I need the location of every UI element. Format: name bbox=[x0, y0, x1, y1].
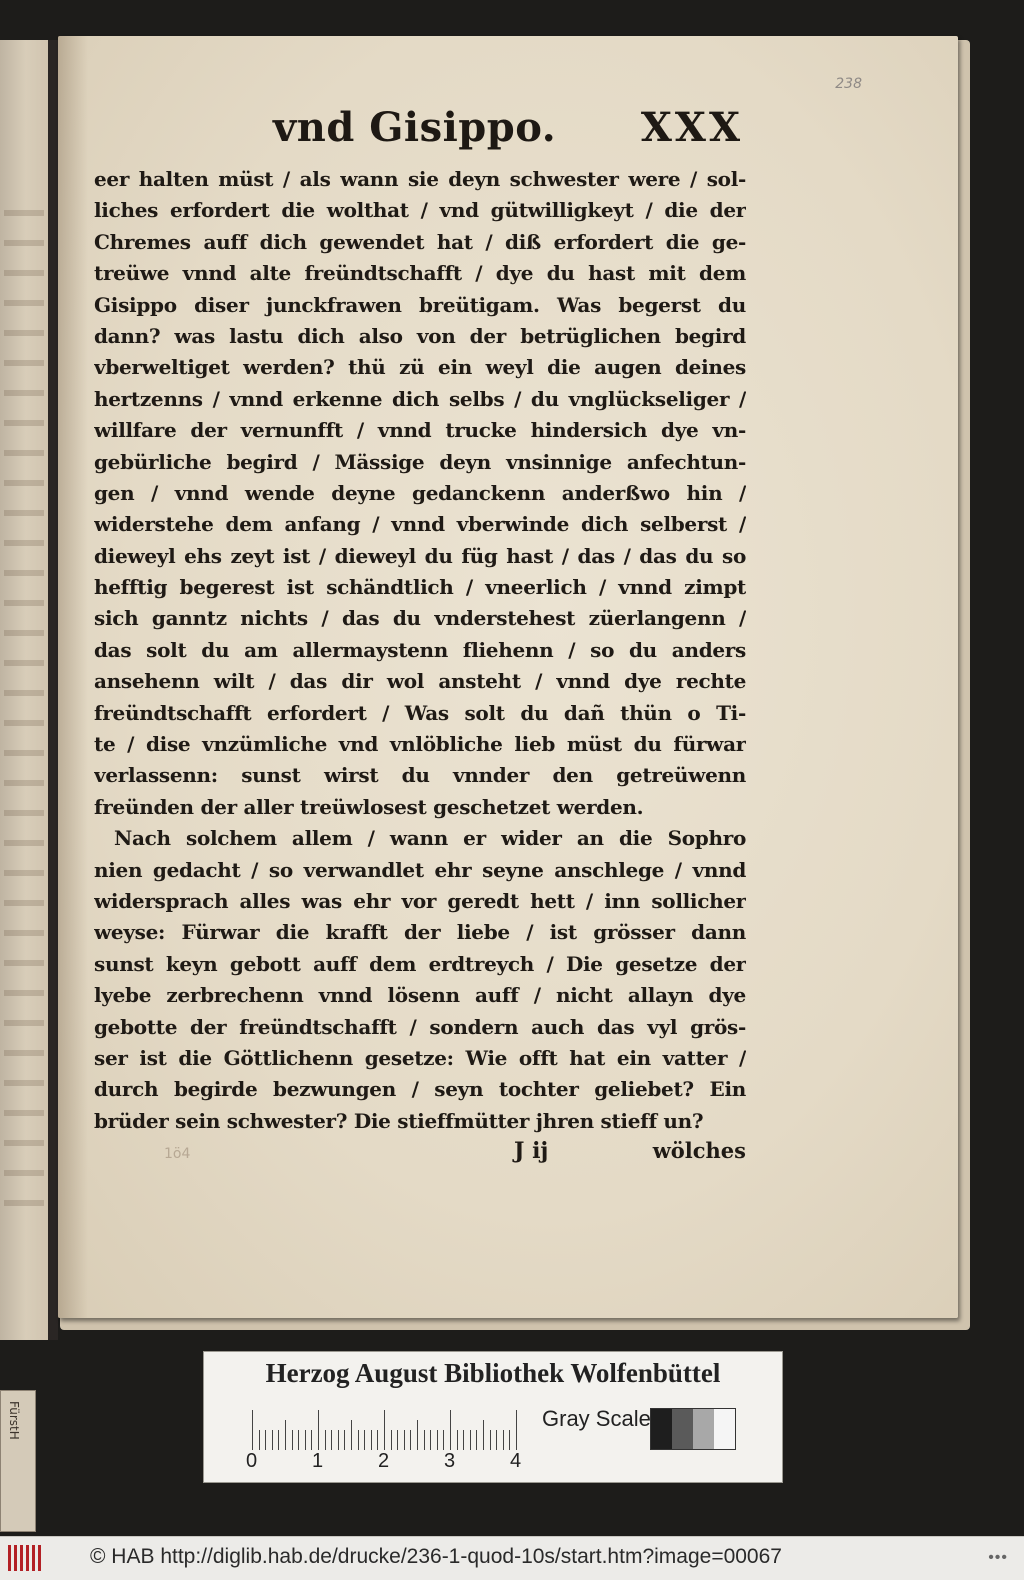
text-line: Chremes auff dich gewendet hat / diß erfordert die ge- bbox=[94, 229, 746, 254]
viewer-statusbar bbox=[0, 1536, 1024, 1580]
ruler-tick bbox=[298, 1430, 299, 1450]
ruler-tick bbox=[252, 1410, 253, 1450]
ruler-tick bbox=[325, 1430, 326, 1450]
ruler-tick bbox=[476, 1430, 477, 1450]
text-line: brüder sein schwester? Die stieffmütter jhren stieff un? bbox=[94, 1108, 704, 1133]
pencil-folio-number: 238 bbox=[835, 76, 862, 92]
ruler-tick bbox=[490, 1430, 491, 1450]
hab-logo-icon bbox=[8, 1545, 44, 1571]
text-line: gebürliche begird / Mässige deyn vnsinnige anfechtun- bbox=[94, 449, 746, 474]
catchword: wölches bbox=[652, 1138, 746, 1163]
source-url-text[interactable]: © HAB http://diglib.hab.de/drucke/236-1-quod-10s/start.htm?image=00067 bbox=[90, 1545, 782, 1568]
ruler-label: 0 bbox=[246, 1450, 258, 1472]
left-page-ghost-text bbox=[4, 210, 44, 1210]
ruler-tick bbox=[384, 1410, 385, 1450]
text-line: widersprach alles was ehr vor geredt hett / inn sollicher bbox=[94, 888, 746, 913]
gray-scale-label: Gray Scale bbox=[542, 1406, 651, 1431]
ruler-tick bbox=[364, 1430, 365, 1450]
ruler-tick bbox=[463, 1430, 464, 1450]
ruler-tick bbox=[509, 1430, 510, 1450]
ruler-tick bbox=[391, 1430, 392, 1450]
shelf-label-text: FürstH bbox=[7, 1401, 21, 1440]
text-line: ansehenn wilt / das dir wol ansteht / vnnd dye rechte bbox=[94, 669, 746, 694]
ruler-tick bbox=[496, 1430, 497, 1450]
gutter-shadow bbox=[58, 36, 88, 1318]
text-line: verlassenn: sunst wirst du vnnder den getreüwenn bbox=[94, 763, 746, 788]
gray-swatch bbox=[693, 1409, 714, 1449]
ruler-tick bbox=[259, 1430, 260, 1450]
text-line: das solt du am allermaystenn fliehenn / so du anders bbox=[94, 637, 746, 662]
text-line: willfare der vernunfft / vnnd trucke hindersich dye vn- bbox=[94, 418, 746, 443]
text-line: weyse: Fürwar die krafft der liebe / ist grösser dann bbox=[94, 920, 746, 945]
ruler-tick bbox=[430, 1430, 431, 1450]
gray-scale-swatches bbox=[650, 1408, 736, 1450]
text-line: liches erfordert die wolthat / vnd gütwilligkeyt / die der bbox=[94, 198, 746, 223]
text-line: Nach solchem allem / wann er wider an die Sophro bbox=[114, 826, 746, 851]
shelf-label-tab bbox=[0, 1390, 36, 1532]
text-block bbox=[94, 164, 746, 1137]
text-line: nien gedacht / so verwandlet ehr seyne anschlege / vnnd bbox=[94, 857, 746, 882]
ruler-tick bbox=[503, 1430, 504, 1450]
ruler-tick bbox=[331, 1430, 332, 1450]
ruler-tick bbox=[424, 1430, 425, 1450]
text-line: widerstehe dem anfang / vnnd vberwinde dich selberst / bbox=[94, 512, 746, 537]
ruler-label: 1 bbox=[312, 1450, 324, 1472]
folio-numeral: XXX bbox=[640, 104, 743, 151]
text-line: gebotte der freündtschafft / sondern auch das vyl grös- bbox=[94, 1014, 746, 1039]
text-line: sich ganntz nichts / das du vnderstehest züerlangenn / bbox=[94, 606, 746, 631]
ruler bbox=[252, 1410, 528, 1450]
text-line: dann? was lastu dich also von der betrüglichen begird bbox=[94, 323, 746, 348]
ruler-tick bbox=[404, 1430, 405, 1450]
ruler-tick bbox=[443, 1430, 444, 1450]
color-scale-card bbox=[203, 1351, 783, 1483]
ruler-tick bbox=[285, 1420, 286, 1450]
text-line: lyebe zerbrechenn vnnd lösenn auff / nicht allayn dye bbox=[94, 983, 746, 1008]
ruler-tick bbox=[278, 1430, 279, 1450]
text-line: ser ist die Göttlichenn gesetze: Wie offt hat ein vatter / bbox=[94, 1045, 746, 1070]
ruler-tick bbox=[292, 1430, 293, 1450]
ruler-label: 2 bbox=[378, 1450, 390, 1472]
text-line: durch begirde bezwungen / seyn tochter geliebet? Ein bbox=[94, 1077, 746, 1102]
gray-swatch bbox=[672, 1409, 693, 1449]
ruler-tick bbox=[371, 1430, 372, 1450]
text-line: dieweyl ehs zeyt ist / dieweyl du füg hast / das / das du so bbox=[94, 543, 746, 568]
text-line: hertzenns / vnnd erkenne dich selbs / du vnglückseliger / bbox=[94, 386, 746, 411]
text-line: treüwe vnnd alte freündtschafft / dye du hast mit dem bbox=[94, 261, 746, 286]
text-line: Gisippo diser junckfrawen breütigam. Was begerst du bbox=[94, 292, 746, 317]
book-page bbox=[58, 36, 958, 1318]
ruler-tick bbox=[358, 1430, 359, 1450]
ruler-label: 4 bbox=[510, 1450, 522, 1472]
text-line: sunst keyn gebott auff dem erdtreych / Die gesetze der bbox=[94, 951, 746, 976]
ruler-tick bbox=[417, 1420, 418, 1450]
ruler-tick bbox=[272, 1430, 273, 1450]
running-head: vnd Gisippo. bbox=[273, 104, 557, 151]
text-line: hefftig begerest ist schändtlich / vneerlich / vnnd zimpt bbox=[94, 575, 746, 600]
ruler-tick bbox=[351, 1420, 352, 1450]
ruler-tick bbox=[265, 1430, 266, 1450]
ruler-tick bbox=[450, 1410, 451, 1450]
text-line: vberweltiget werden? thü zü ein weyl die augen deines bbox=[94, 355, 746, 380]
gray-swatch bbox=[714, 1409, 735, 1449]
book-spine bbox=[48, 40, 58, 1340]
page-footer bbox=[94, 1138, 746, 1170]
ruler-tick bbox=[483, 1420, 484, 1450]
text-line: gen / vnnd wende deyne gedanckenn anderßwo hin / bbox=[94, 480, 746, 505]
gray-swatch bbox=[651, 1409, 672, 1449]
left-page-edge bbox=[0, 40, 52, 1340]
bleed-through-text: 1ö4 bbox=[164, 1146, 191, 1162]
library-name: Herzog August Bibliothek Wolfenbüttel bbox=[265, 1358, 721, 1388]
ruler-tick bbox=[305, 1430, 306, 1450]
text-line: te / dise vnzümliche vnd vnlöbliche lieb müst du fürwar bbox=[94, 732, 746, 757]
ruler-tick bbox=[410, 1430, 411, 1450]
more-options-icon[interactable]: ••• bbox=[988, 1549, 1008, 1566]
ruler-tick bbox=[311, 1430, 312, 1450]
ruler-tick bbox=[437, 1430, 438, 1450]
signature-mark: J ij bbox=[514, 1138, 549, 1164]
ruler-tick bbox=[338, 1430, 339, 1450]
ruler-tick bbox=[318, 1410, 319, 1450]
ruler-tick bbox=[344, 1430, 345, 1450]
ruler-tick bbox=[457, 1430, 458, 1450]
text-line: freündtschafft erfordert / Was solt du dañ thün o Ti- bbox=[94, 700, 746, 725]
ruler-tick bbox=[516, 1410, 517, 1450]
ruler-tick bbox=[470, 1430, 471, 1450]
ruler-label: 3 bbox=[444, 1450, 456, 1472]
ruler-tick bbox=[397, 1430, 398, 1450]
text-line: freünden der aller treüwlosest geschetzet werden. bbox=[94, 794, 644, 819]
ruler-tick bbox=[377, 1430, 378, 1450]
text-line: eer halten müst / als wann sie deyn schwester were / sol- bbox=[94, 167, 746, 191]
